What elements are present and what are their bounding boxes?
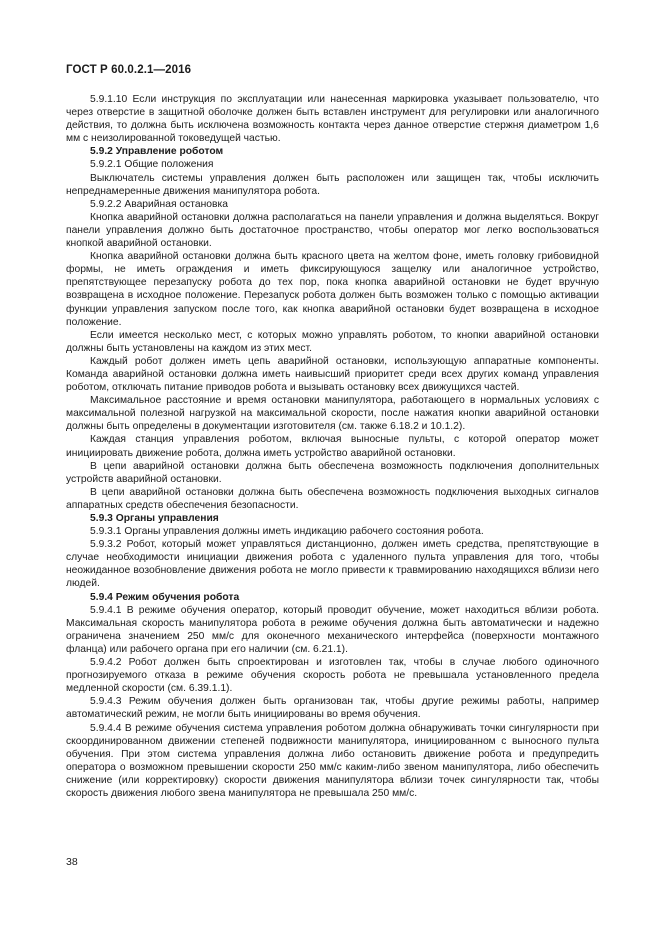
paragraph: В цепи аварийной остановки должна быть обеспечена возможность подключения дополнительных устройств аварийной остановки.	[66, 460, 599, 485]
heading-5-9-2: 5.9.2 Управление роботом	[90, 146, 224, 158]
document-header: ГОСТ Р 60.0.2.1—2016	[66, 64, 192, 76]
paragraph: Если имеется несколько мест, с которых можно управлять роботом, то кнопки аварийной остановки должны быть установлены на каждом из этих мест.	[66, 329, 599, 354]
clause-5-9-3-1: 5.9.3.1 Органы управления должны иметь индикацию рабочего состояния робота.	[90, 526, 484, 538]
paragraph: Каждый робот должен иметь цепь аварийной остановки, использующую аппаратные компоненты. Команда аварийной остановки должна иметь наивысший приоритет среди всех других команд управления роботом, отключать питание приводов робота и вызывать остановку всех движущихся частей.	[66, 355, 599, 394]
paragraph: В цепи аварийной остановки должна быть обеспечена возможность подключения выходных сигналов аппаратных средств обеспечения безопасности.	[66, 486, 599, 511]
heading-5-9-4: 5.9.4 Режим обучения робота	[90, 591, 240, 603]
heading-5-9-3: 5.9.3 Органы управления	[90, 513, 219, 524]
paragraph: Кнопка аварийной остановки должна располагаться на панели управления и должна выделяться. Вокруг панели управления должно быть достаточное пространство, чтобы оператор мог легко воспользоваться кнопкой аварийной остановки.	[66, 211, 599, 250]
paragraph: Каждая станция управления роботом, включая выносные пульты, с которой оператор может инициировать движение робота, должна иметь устройство аварийной остановки.	[66, 434, 599, 459]
clause-5-9-1-10: 5.9.1.10 Если инструкция по эксплуатации или нанесенная маркировка указывает пользователю, что через отверстие в защитной оболочке должен быть вставлен инструмент для регулировки или аналогичного действия, то должна быть исключена возможность контакта через данное отверстие стержня диаметром 1,6 мм с неизолированной токоведущей частью.	[66, 94, 599, 145]
clause-5-9-4-3: 5.9.4.3 Режим обучения должен быть организован так, чтобы другие режимы работы, например автоматический режим, не могли быть инициированы во время обучения.	[66, 696, 599, 721]
document-body	[66, 93, 599, 800]
paragraph: Кнопка аварийной остановки должна быть красного цвета на желтом фоне, иметь головку грибовидной формы, не иметь ограждения и иметь фиксирующуюся защелку или аналогичное устройство, препятствующее перезапуску робота до тех пор, пока кнопка аварийной остановки не будет вручную возвращена в исходное положение. Перезапуск робота должен быть возможен только с помощью активации функции управления запуском после того, как кнопка аварийной остановки будет возвращена в исходное положение.	[66, 251, 599, 328]
clause-5-9-4-4: 5.9.4.4 В режиме обучения система управления роботом должна обнаруживать точки сингулярности при скоординированном движении степеней подвижности манипулятора, инициированном с выносного пульта обучения. При этом система управления должна либо остановить движение робота и предупредить оператора о возможном превышении скорости 250 мм/с каким-либо звеном манипулятора, либо обеспечить снижение (или корректировку) скорости движения манипулятора вблизи точек сингулярности так, чтобы скорость движения любого звена манипулятора не превышала 250 мм/с.	[66, 722, 599, 799]
page-number: 38	[66, 856, 78, 868]
subheading-5-9-2-1: 5.9.2.1 Общие положения	[90, 159, 214, 171]
clause-5-9-3-2: 5.9.3.2 Робот, который может управляться дистанционно, должен иметь средства, препятствующие в случае необходимости инициации движения робота с удаленного пульта управления для того, чтобы неожиданное возобновление движения робота не могло привести к травмированию находящихся вблизи него людей.	[66, 539, 599, 590]
clause-5-9-4-1: 5.9.4.1 В режиме обучения оператор, который проводит обучение, может находиться вблизи робота. Максимальная скорость манипулятора робота в режиме обучения должна быть автоматически и надежно ограничена значением 250 мм/с для оконечного механического интерфейса (поверхности монтажного фланца) или рабочего органа при его наличии (см. 6.21.1).	[66, 604, 599, 655]
clause-5-9-4-2: 5.9.4.2 Робот должен быть спроектирован и изготовлен так, чтобы в случае любого одиночного прогнозируемого отказа в режиме обучения скорость робота не превышала установленного предела медленной скорости (см. 6.39.1.1).	[66, 657, 599, 695]
subheading-5-9-2-2: 5.9.2.2 Аварийная остановка	[90, 198, 228, 210]
paragraph: Максимальное расстояние и время остановки манипулятора, работающего в нормальных условиях с максимальной полезной нагрузкой на максимальной скорости, после нажатия кнопки аварийной остановки должны быть определены в документации изготовителя (см. также 6.18.2 и 10.1.2).	[66, 395, 599, 433]
paragraph: Выключатель системы управления должен быть расположен или защищен так, чтобы исключить непреднамеренные движения манипулятора робота.	[66, 172, 599, 197]
